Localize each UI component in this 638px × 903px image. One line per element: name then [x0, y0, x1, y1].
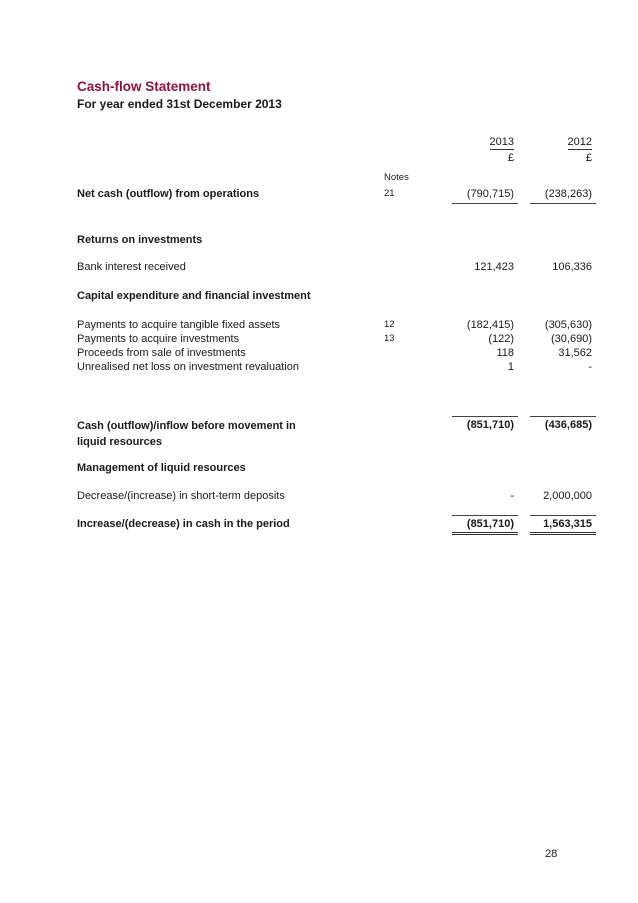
net-cash-rule-2012: [530, 203, 596, 204]
net-change-2013: (851,710): [466, 518, 514, 530]
net-cash-rule-2013: [452, 203, 518, 204]
capex-row-2012: -: [588, 361, 592, 373]
capex-row-2012: (305,630): [544, 319, 592, 331]
liquid-heading: Management of liquid resources: [77, 462, 246, 474]
net-change-label: Increase/(decrease) in cash in the period: [77, 518, 290, 530]
capex-row-label: Proceeds from sale of investments: [77, 347, 246, 359]
net-cash-label: Net cash (outflow) from operations: [77, 188, 260, 200]
currency-2013: £: [507, 152, 514, 164]
currency-2012: £: [585, 152, 592, 164]
bank-interest-2012: 106,336: [552, 261, 592, 273]
subtotal-rule-2013: [452, 416, 518, 417]
net-cash-2012: (238,263): [544, 188, 592, 200]
capex-heading: Capital expenditure and financial investment: [77, 290, 311, 302]
column-year-2013: 2013: [489, 136, 514, 148]
subtotal-rule-2012: [530, 416, 596, 417]
before-liquid-2013: (851,710): [466, 419, 514, 431]
returns-heading: Returns on investments: [77, 234, 203, 246]
column-year-2012: 2012: [567, 136, 592, 148]
deposits-2013: -: [510, 490, 514, 502]
total-top-rule-2012: [530, 515, 596, 516]
capex-row-label: Payments to acquire tangible fixed assets: [77, 319, 281, 331]
deposits-label: Decrease/(increase) in short-term deposits: [77, 490, 285, 502]
statement-title: Cash-flow Statement: [77, 79, 211, 94]
capex-row-2013: (122): [488, 333, 514, 345]
total-bottom-rule-2012: [530, 531, 596, 535]
capex-row-label: Payments to acquire investments: [77, 333, 240, 345]
capex-row-note: 13: [384, 333, 395, 344]
net-cash-2013: (790,715): [466, 188, 514, 200]
capex-row-label: Unrealised net loss on investment revaluation: [77, 361, 299, 373]
statement-subtitle: For year ended 31st December 2013: [77, 97, 282, 111]
before-liquid-2012: (436,685): [544, 419, 592, 431]
capex-row-2013: (182,415): [466, 319, 514, 331]
page-number: 28: [545, 848, 558, 860]
capex-row-2012: (30,690): [551, 333, 592, 345]
capex-row-note: 12: [384, 319, 395, 330]
deposits-2012: 2,000,000: [543, 490, 592, 502]
notes-header: Notes: [384, 172, 409, 183]
before-liquid-label: Cash (outflow)/inflow before movement in liquid resources: [77, 420, 296, 448]
net-cash-note: 21: [384, 188, 395, 199]
capex-row-2013: 1: [507, 361, 514, 373]
bank-interest-label: Bank interest received: [77, 261, 186, 273]
capex-row-2012: 31,562: [558, 347, 592, 359]
total-top-rule-2013: [452, 515, 518, 516]
capex-row-2013: 118: [496, 347, 514, 359]
net-change-2012: 1,563,315: [543, 518, 592, 530]
total-bottom-rule-2013: [452, 531, 518, 535]
bank-interest-2013: 121,423: [474, 261, 514, 273]
